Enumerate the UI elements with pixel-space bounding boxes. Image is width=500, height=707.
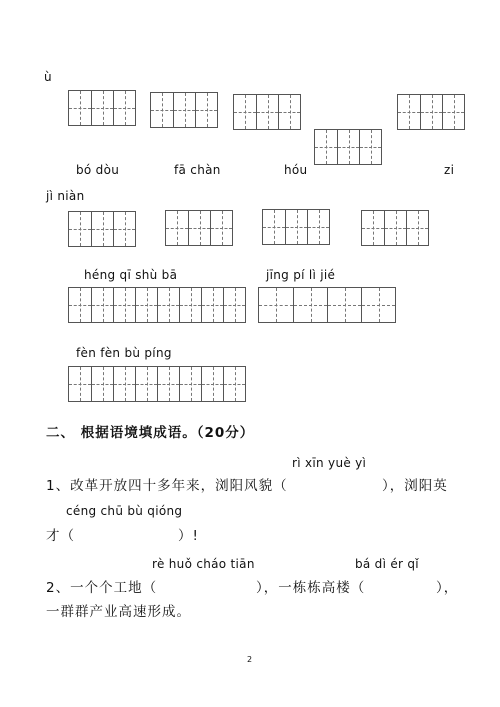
answer-grid-11[interactable] bbox=[258, 287, 396, 323]
answer-grid-12[interactable] bbox=[68, 366, 246, 402]
q2-pinyin-a: rè huǒ cháo tiān bbox=[152, 557, 255, 571]
q2-blank-2[interactable] bbox=[364, 578, 434, 596]
answer-grid-1[interactable] bbox=[68, 90, 136, 126]
pinyin-jingpilijie: jīng pí lì jié bbox=[266, 268, 336, 282]
q2-text-d: 一群群产业高速形成。 bbox=[46, 604, 191, 620]
q1-text-d: ）! bbox=[178, 528, 199, 544]
q2-pinyin-b: bá dì ér qǐ bbox=[355, 557, 419, 571]
pinyin-fachan: fā chàn bbox=[174, 163, 221, 177]
answer-grid-4[interactable] bbox=[314, 129, 382, 165]
pinyin-bodou: bó dòu bbox=[76, 163, 120, 177]
answer-grid-2[interactable] bbox=[150, 92, 218, 128]
q1-pinyin-a: rì xīn yuè yì bbox=[292, 456, 367, 470]
pinyin-jinian: jì niàn bbox=[46, 189, 85, 203]
pinyin-hengqishuba: héng qī shù bā bbox=[84, 268, 178, 282]
q1-text-c: 才（ bbox=[46, 528, 75, 544]
pinyin-fenfenbuping: fèn fèn bù píng bbox=[76, 346, 172, 360]
section-title: 二、 根据语境填成语。（20分） bbox=[46, 425, 255, 441]
q1-pinyin-b: céng chū bù qióng bbox=[66, 504, 183, 518]
pinyin-hou: hóu bbox=[284, 163, 308, 177]
q1-text-b: ），浏阳英 bbox=[382, 478, 448, 494]
q2-text-a: 2、一个个工地（ bbox=[46, 580, 158, 596]
q1-blank-2[interactable] bbox=[80, 526, 170, 544]
q2-text-c: ）， bbox=[436, 580, 459, 596]
q1-text-a: 1、改革开放四十多年来，浏阳风貌（ bbox=[46, 478, 288, 494]
answer-grid-10[interactable] bbox=[68, 287, 246, 323]
q2-blank-1[interactable] bbox=[168, 578, 250, 596]
answer-grid-5[interactable] bbox=[397, 94, 465, 130]
q2-text-b: ），一栋栋高楼（ bbox=[256, 580, 366, 596]
page-number: 2 bbox=[247, 655, 253, 664]
answer-grid-7[interactable] bbox=[165, 210, 233, 246]
answer-grid-8[interactable] bbox=[262, 209, 330, 245]
pinyin-zi: zi bbox=[444, 163, 455, 177]
q1-blank-1[interactable] bbox=[295, 476, 377, 494]
answer-grid-6[interactable] bbox=[68, 211, 136, 247]
answer-grid-9[interactable] bbox=[361, 210, 429, 246]
answer-grid-3[interactable] bbox=[233, 94, 301, 130]
pinyin-fragment: ù bbox=[44, 70, 52, 84]
